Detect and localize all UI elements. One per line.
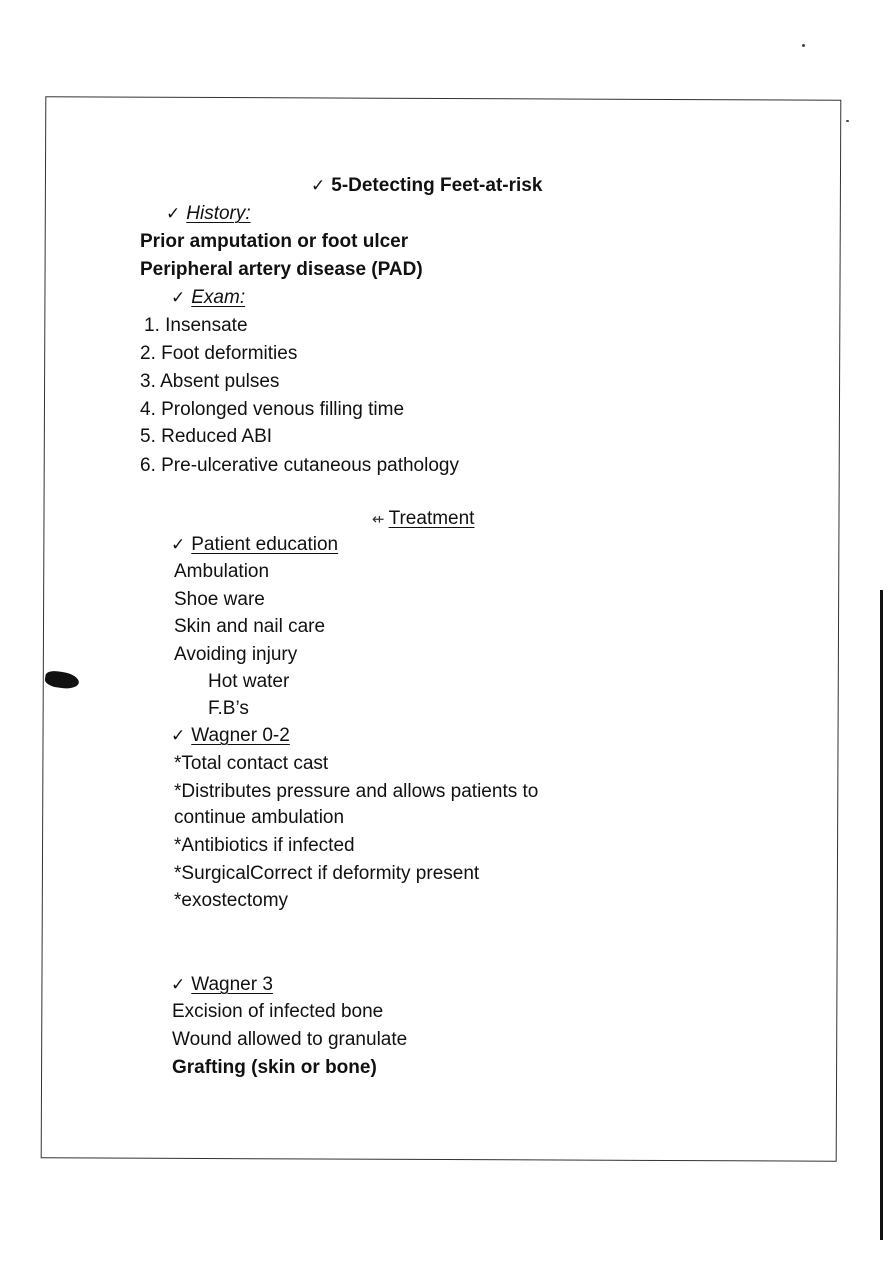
- patient-education-label-text: Patient education: [191, 534, 339, 555]
- check-icon: ✓: [166, 204, 181, 224]
- exam-item: 6. Pre-ulcerative cutaneous pathology: [140, 455, 459, 476]
- wagner-3-item: Grafting (skin or bone): [172, 1057, 377, 1078]
- check-icon: ✓: [171, 535, 186, 555]
- education-item: Ambulation: [174, 561, 270, 582]
- history-item: Peripheral artery disease (PAD): [140, 259, 423, 280]
- exam-item: 4. Prolonged venous filling time: [140, 399, 405, 420]
- wagner-0-2-item: continue ambulation: [174, 807, 345, 828]
- wagner-0-2-label: [171, 724, 290, 748]
- education-subitem: Hot water: [208, 671, 290, 692]
- wagner-3-item: Excision of infected bone: [172, 1001, 384, 1022]
- wagner-3-label-text: Wagner 3: [191, 974, 273, 995]
- wagner-0-2-item: *Total contact cast: [174, 753, 329, 774]
- exam-item: 5. Reduced ABI: [140, 426, 273, 447]
- treatment-heading: [372, 507, 474, 531]
- education-item: Avoiding injury: [174, 644, 298, 665]
- exam-label-text: Exam:: [191, 287, 246, 308]
- wagner-0-2-item: *Antibiotics if infected: [174, 835, 355, 856]
- history-label: [166, 202, 251, 226]
- wagner-0-2-item: *Distributes pressure and allows patients to: [174, 781, 539, 802]
- education-item: Shoe ware: [174, 589, 265, 610]
- wagner-0-2-item: *SurgicalCorrect if deformity present: [174, 863, 480, 884]
- history-item: Prior amputation or foot ulcer: [140, 231, 409, 252]
- scan-speck: [802, 44, 805, 47]
- treatment-heading-text: Treatment: [388, 508, 475, 529]
- wagner-3-item: Wound allowed to granulate: [172, 1029, 408, 1050]
- scan-edge-shadow: [880, 590, 883, 1240]
- exam-item: 3. Absent pulses: [140, 371, 280, 392]
- patient-education-label: [171, 533, 338, 557]
- check-icon: ✓: [311, 176, 326, 196]
- wagner-0-2-label-text: Wagner 0-2: [191, 725, 290, 746]
- exam-item: 2. Foot deformities: [140, 343, 298, 364]
- check-icon: ✓: [171, 288, 186, 308]
- history-label-text: History:: [186, 203, 251, 224]
- scan-speck: [846, 120, 849, 122]
- check-icon: ✓: [171, 726, 186, 746]
- education-item: Skin and nail care: [174, 616, 326, 637]
- education-subitem: F.B’s: [208, 698, 249, 719]
- arrow-bullet-icon: ⇷: [372, 510, 385, 528]
- wagner-0-2-item: *exostectomy: [174, 890, 289, 911]
- page-border: [41, 96, 842, 1161]
- exam-item: 1. Insensate: [144, 315, 248, 336]
- heading: [311, 174, 542, 198]
- wagner-3-label: [171, 973, 273, 997]
- check-icon: ✓: [171, 975, 186, 995]
- exam-label: [171, 286, 245, 310]
- heading-text: 5-Detecting Feet-at-risk: [331, 175, 543, 196]
